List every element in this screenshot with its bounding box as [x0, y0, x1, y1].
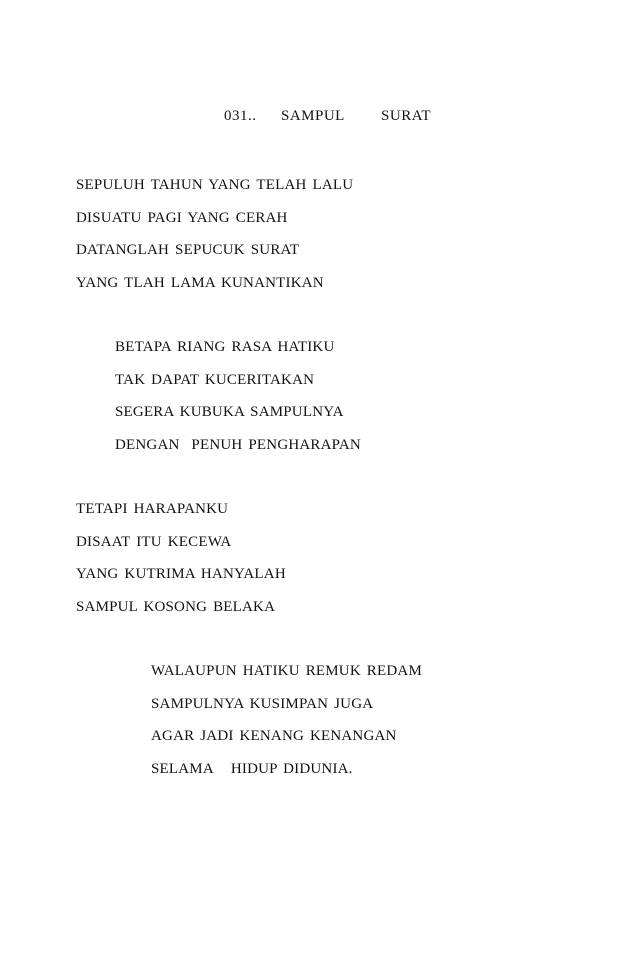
poem-line: TAK DAPAT KUCERITAKAN: [115, 371, 315, 388]
poem-line: DISAAT ITU KECEWA: [76, 533, 232, 550]
stanza-1: [76, 175, 353, 305]
poem-line: SAMPUL KOSONG BELAKA: [76, 598, 276, 615]
poem-line: YANG KUTRIMA HANYALAH: [76, 566, 286, 582]
stanza-4: [151, 661, 422, 791]
poem-line: DISUATU PAGI YANG CERAH: [76, 209, 288, 226]
poem-line: AGAR JADI KENANG KENANGAN: [151, 728, 397, 744]
poem-line: SEPULUH TAHUN YANG TELAH LALU: [76, 177, 354, 193]
poem-line: DENGAN PENUH PENGHARAPAN: [115, 436, 361, 453]
poem-title: 031.. SAMPUL SURAT: [224, 108, 432, 124]
poem-line: WALAUPUN HATIKU REMUK REDAM: [151, 663, 422, 679]
poem-line: SAMPULNYA KUSIMPAN JUGA: [151, 695, 374, 712]
poem-line: SELAMA HIDUP DIDUNIA.: [151, 760, 353, 777]
poem-line: TETAPI HARAPANKU: [76, 501, 229, 517]
poem-line: DATANGLAH SEPUCUK SURAT: [76, 242, 300, 258]
poem-line: YANG TLAH LAMA KUNANTIKAN: [76, 274, 324, 291]
stanza-3: [76, 499, 286, 629]
poem-line: SEGERA KUBUKA SAMPULNYA: [115, 404, 344, 420]
stanza-2: [115, 337, 361, 467]
poem-line: BETAPA RIANG RASA HATIKU: [115, 339, 335, 355]
